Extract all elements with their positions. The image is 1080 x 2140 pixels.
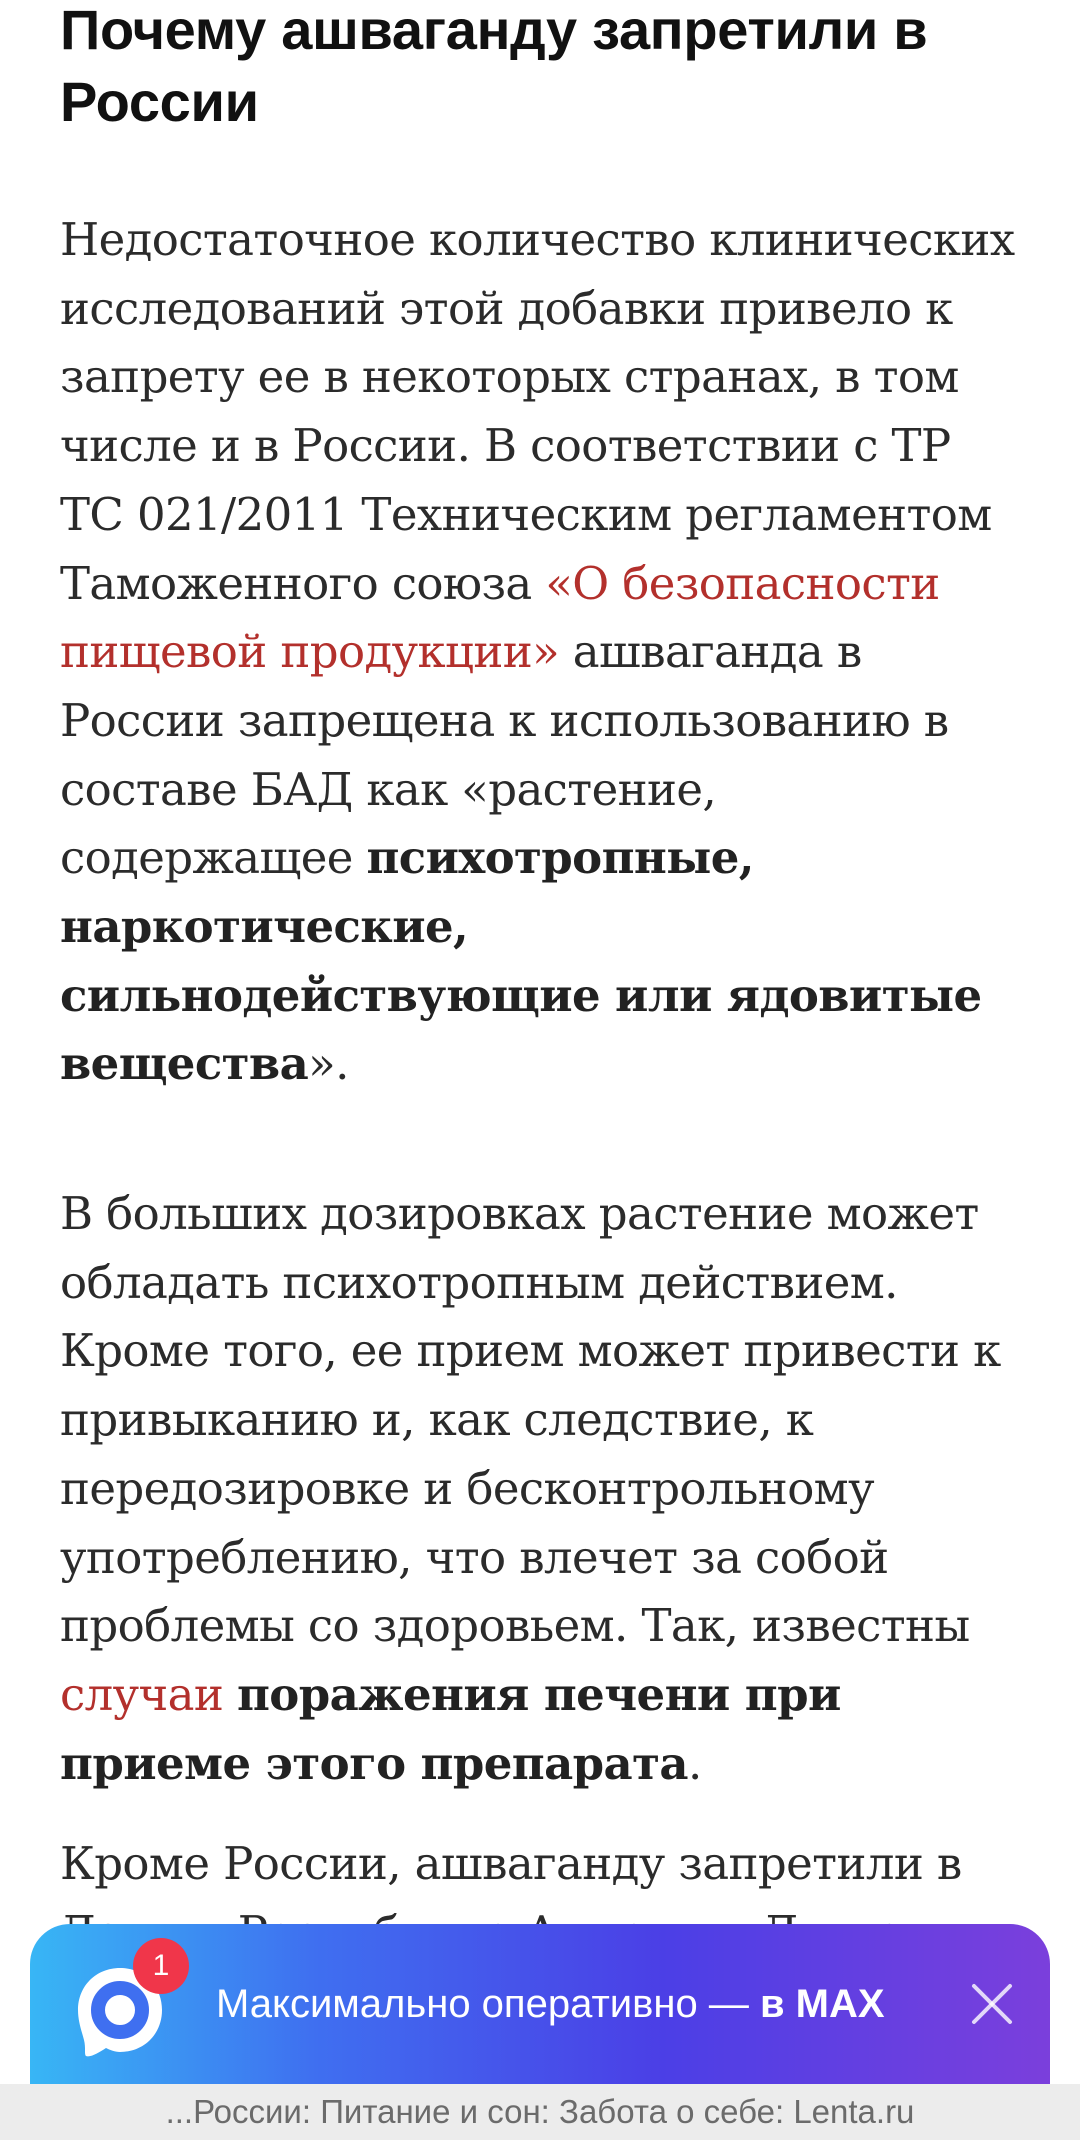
- paragraph-bold-text: психотропные, наркотические, сильнодействующие или ядовитые вещества: [60, 831, 982, 1091]
- paragraph-text: ».: [308, 1037, 349, 1091]
- promo-text: [216, 1976, 885, 2032]
- paragraph-text: ашваганда в России запрещена к использованию в составе БАД как «растение, содержащее: [60, 625, 949, 885]
- paragraph-text: .: [687, 1736, 702, 1790]
- article-paragraph: Кроме России, ашваганду запретили в: [60, 1837, 962, 1890]
- article-paragraph: [60, 206, 1020, 1099]
- article-paragraph: [60, 1180, 1020, 1798]
- article-heading: Почему ашваганду запретили в России: [60, 0, 928, 133]
- page-title-url: ...России: Питание и сон: Забота о себе: Lenta.ru: [165, 2093, 915, 2130]
- browser-url-bar[interactable]: [0, 2084, 1080, 2140]
- max-promo-banner[interactable]: [30, 1924, 1050, 2084]
- close-icon[interactable]: [968, 1980, 1016, 2028]
- notification-badge: 1: [133, 1938, 189, 1994]
- promo-text-bold: в MAX: [759, 1982, 885, 2026]
- regulation-link[interactable]: «О безопасности пищевой продукции»: [60, 556, 940, 679]
- paragraph-bold-text: поражения печени при приеме этого препарата: [60, 1667, 841, 1790]
- paragraph-text: [223, 1668, 237, 1721]
- paragraph-text: В больших дозировках растение может обладать психотропным действием. Кроме того, ее прием может привести к привыканию и, как следствие, к передозировке и бесконтрольному употреблению, что влечет за собой проблемы со здоровьем. Так, известны: [60, 1187, 1001, 1653]
- promo-text-regular: Максимально оперативно —: [216, 1982, 760, 2026]
- paragraph-text: Недостаточное количество клинических исследований этой добавки привело к запрету ее в некоторых странах, в том числе и в России. В соответствии с ТР ТС 021/2011 Техническим регламентом Таможенного союза: [60, 213, 1015, 610]
- cases-link[interactable]: случаи: [60, 1667, 224, 1721]
